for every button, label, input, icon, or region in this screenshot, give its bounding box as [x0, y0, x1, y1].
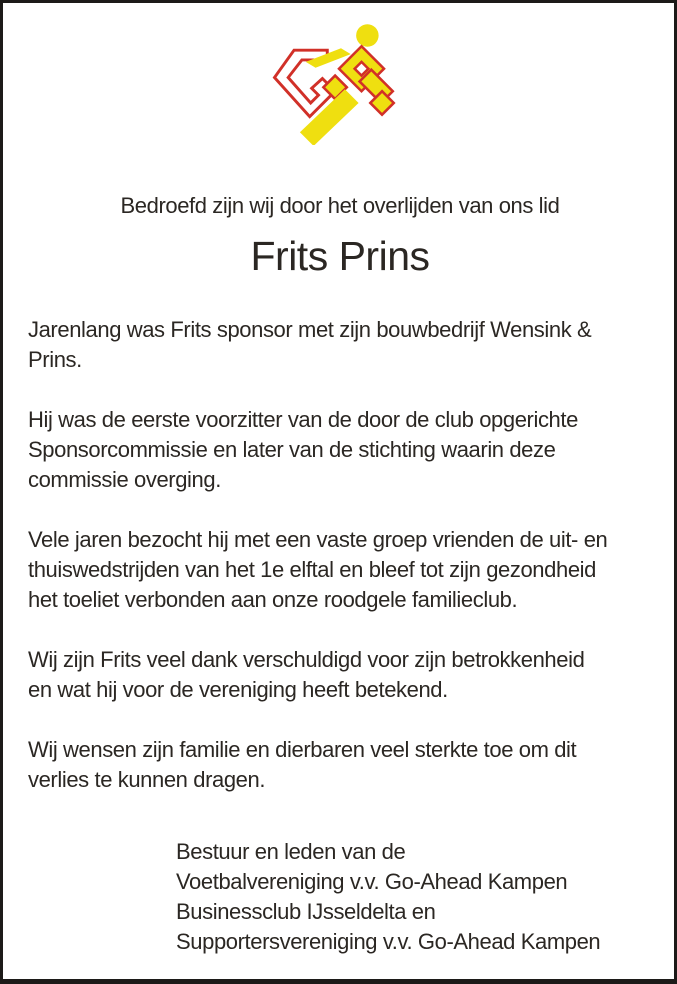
body-paragraph [28, 315, 652, 375]
signature-block [176, 837, 652, 957]
paragraph-line: verlies te kunnen dragen. [28, 767, 266, 792]
paragraph-line: thuiswedstrijden van het 1e elftal en bleef tot zijn gezondheid [28, 557, 596, 582]
signature-line: Supportersvereniging v.v. Go-Ahead Kampen [176, 929, 601, 954]
paragraph-line: het toeliet verbonden aan onze roodgele familieclub. [28, 587, 518, 612]
go-ahead-kampen-logo [265, 13, 415, 145]
body-paragraph [28, 735, 652, 795]
intro-line: Bedroefd zijn wij door het overlijden van ons lid [120, 193, 560, 218]
signature-line: Voetbalvereniging v.v. Go-Ahead Kampen [176, 869, 568, 894]
paragraph-line: Jarenlang was Frits sponsor met zijn bouwbedrijf Wensink & [28, 317, 592, 342]
paragraph-line: Sponsorcommissie en later van de stichting waarin deze [28, 437, 556, 462]
paragraph-line: Wij zijn Frits veel dank verschuldigd voor zijn betrokkenheid [28, 647, 585, 672]
paragraph-line: commissie overging. [28, 467, 221, 492]
body-paragraph [28, 525, 652, 615]
runner-head-icon [356, 24, 378, 46]
deceased-name: Frits Prins [250, 233, 430, 279]
signature-line: Businessclub IJsseldelta en [176, 899, 436, 924]
signature-line: Bestuur en leden van de [176, 839, 406, 864]
paragraph-line: Vele jaren bezocht hij met een vaste groep vrienden de uit- en [28, 527, 608, 552]
paragraph-line: Wij wensen zijn familie en dierbaren veel sterkte toe om dit [28, 737, 577, 762]
paragraph-line: Hij was de eerste voorzitter van de door de club opgerichte [28, 407, 578, 432]
paragraph-line: Prins. [28, 347, 82, 372]
club-crest-icon [265, 13, 415, 145]
notice-body [28, 315, 652, 795]
paragraph-line: en wat hij voor de vereniging heeft betekend. [28, 677, 448, 702]
body-paragraph [28, 405, 652, 495]
body-paragraph [28, 645, 652, 705]
